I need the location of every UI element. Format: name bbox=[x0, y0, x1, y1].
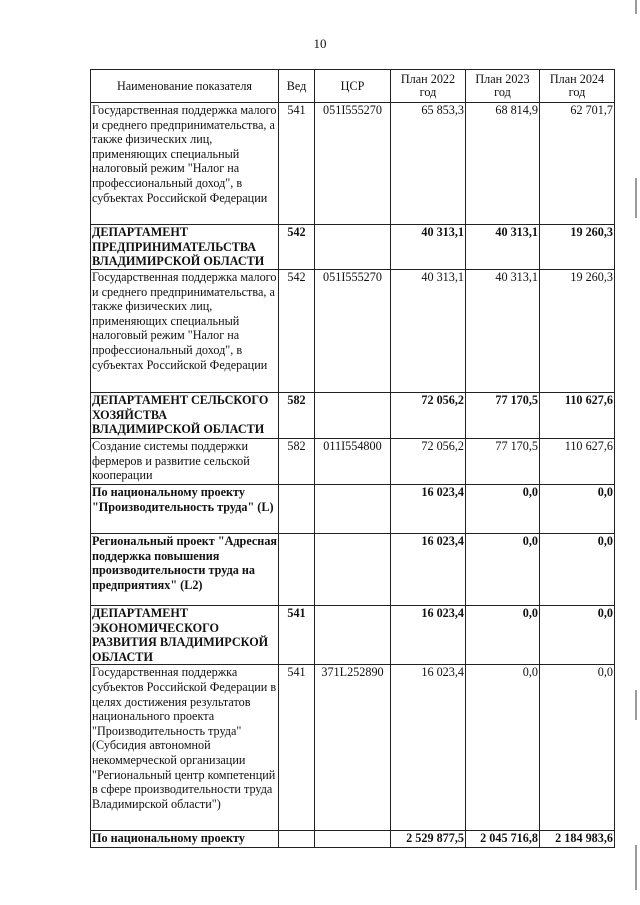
row-ved: 541 bbox=[279, 606, 315, 665]
row-name: ДЕПАРТАМЕНТ ЭКОНОМИЧЕСКОГО РАЗВИТИЯ ВЛАДИМИРСКОЙ ОБЛАСТИ bbox=[91, 606, 279, 665]
header-plan-2024: План 2024 год bbox=[540, 70, 615, 103]
table-row bbox=[91, 665, 615, 831]
row-ved: 541 bbox=[279, 103, 315, 225]
table-row bbox=[91, 225, 615, 270]
row-plan-2023: 0,0 bbox=[466, 665, 540, 831]
header-plan-2023: План 2023 год bbox=[466, 70, 540, 103]
table-row bbox=[91, 270, 615, 393]
row-plan-2024: 0,0 bbox=[540, 534, 615, 606]
row-plan-2022: 40 313,1 bbox=[391, 225, 466, 270]
row-plan-2023: 77 170,5 bbox=[466, 393, 540, 439]
row-plan-2023: 68 814,9 bbox=[466, 103, 540, 225]
row-ved: 541 bbox=[279, 665, 315, 831]
table-row bbox=[91, 534, 615, 606]
row-ved: 582 bbox=[279, 393, 315, 439]
row-name: ДЕПАРТАМЕНТ СЕЛЬСКОГО ХОЗЯЙСТВА ВЛАДИМИРСКОЙ ОБЛАСТИ bbox=[91, 393, 279, 439]
row-plan-2023: 0,0 bbox=[466, 534, 540, 606]
row-plan-2024: 19 260,3 bbox=[540, 270, 615, 393]
row-name: По национальному проекту bbox=[91, 831, 279, 848]
table-row bbox=[91, 606, 615, 665]
row-ved bbox=[279, 831, 315, 848]
row-plan-2023: 2 045 716,8 bbox=[466, 831, 540, 848]
row-plan-2023: 40 313,1 bbox=[466, 225, 540, 270]
row-csr bbox=[315, 225, 391, 270]
row-ved: 582 bbox=[279, 439, 315, 485]
header-name: Наименование показателя bbox=[91, 70, 279, 103]
table-row bbox=[91, 831, 615, 848]
page-number: 10 bbox=[313, 36, 327, 51]
row-name: Государственная поддержка малого и среднего предпринимательства, а также физических лиц, применяющих специальный налоговый режим "Налог на профессиональный доход", в субъектах Российской Федерации bbox=[91, 270, 279, 393]
row-plan-2023: 0,0 bbox=[466, 485, 540, 534]
row-plan-2023: 40 313,1 bbox=[466, 270, 540, 393]
row-name: Региональный проект "Адресная поддержка повышения производительности труда на предприятиях" (L2) bbox=[91, 534, 279, 606]
row-plan-2022: 2 529 877,5 bbox=[391, 831, 466, 848]
row-plan-2024: 19 260,3 bbox=[540, 225, 615, 270]
row-ved: 542 bbox=[279, 225, 315, 270]
row-plan-2024: 62 701,7 bbox=[540, 103, 615, 225]
row-plan-2022: 65 853,3 bbox=[391, 103, 466, 225]
row-plan-2024: 2 184 983,6 bbox=[540, 831, 615, 848]
row-name: Государственная поддержка субъектов Российской Федерации в целях достижения результатов национального проекта "Производительность труда" (Субсидия автономной некоммерческой организации "Региональный центр компетенций в сфере производительности труда Владимирской области") bbox=[91, 665, 279, 831]
row-csr bbox=[315, 534, 391, 606]
row-plan-2024: 0,0 bbox=[540, 665, 615, 831]
row-plan-2023: 0,0 bbox=[466, 606, 540, 665]
row-csr bbox=[315, 485, 391, 534]
row-plan-2022: 72 056,2 bbox=[391, 439, 466, 485]
table-row bbox=[91, 439, 615, 485]
row-plan-2022: 40 313,1 bbox=[391, 270, 466, 393]
header-csr: ЦСР bbox=[315, 70, 391, 103]
table-row bbox=[91, 103, 615, 225]
row-plan-2022: 16 023,4 bbox=[391, 485, 466, 534]
table-header-row bbox=[91, 70, 615, 103]
row-name: По национальному проекту "Производительность труда" (L) bbox=[91, 485, 279, 534]
table-row bbox=[91, 393, 615, 439]
scan-edge-mark bbox=[635, 845, 637, 890]
row-plan-2022: 72 056,2 bbox=[391, 393, 466, 439]
row-plan-2022: 16 023,4 bbox=[391, 606, 466, 665]
row-name: ДЕПАРТАМЕНТ ПРЕДПРИНИМАТЕЛЬСТВА ВЛАДИМИРСКОЙ ОБЛАСТИ bbox=[91, 225, 279, 270]
row-csr bbox=[315, 393, 391, 439]
row-csr: 011I554800 bbox=[315, 439, 391, 485]
table-row bbox=[91, 485, 615, 534]
row-plan-2022: 16 023,4 bbox=[391, 665, 466, 831]
row-plan-2024: 110 627,6 bbox=[540, 439, 615, 485]
row-csr: 051I555270 bbox=[315, 103, 391, 225]
header-plan-2022: План 2022 год bbox=[391, 70, 466, 103]
row-plan-2024: 0,0 bbox=[540, 485, 615, 534]
scan-edge-mark bbox=[635, 690, 637, 720]
scan-edge-mark bbox=[635, 0, 637, 14]
row-name: Создание системы поддержки фермеров и развитие сельской кооперации bbox=[91, 439, 279, 485]
row-csr bbox=[315, 831, 391, 848]
row-ved bbox=[279, 534, 315, 606]
row-plan-2022: 16 023,4 bbox=[391, 534, 466, 606]
row-name: Государственная поддержка малого и среднего предпринимательства, а также физических лиц, применяющих специальный налоговый режим "Налог на профессиональный доход", в субъектах Российской Федерации bbox=[91, 103, 279, 225]
header-ved: Вед bbox=[279, 70, 315, 103]
row-csr: 371L252890 bbox=[315, 665, 391, 831]
scan-edge-mark bbox=[635, 178, 637, 218]
row-ved: 542 bbox=[279, 270, 315, 393]
row-plan-2023: 77 170,5 bbox=[466, 439, 540, 485]
budget-table bbox=[90, 69, 615, 848]
row-ved bbox=[279, 485, 315, 534]
row-plan-2024: 110 627,6 bbox=[540, 393, 615, 439]
row-plan-2024: 0,0 bbox=[540, 606, 615, 665]
row-csr bbox=[315, 606, 391, 665]
row-csr: 051I555270 bbox=[315, 270, 391, 393]
